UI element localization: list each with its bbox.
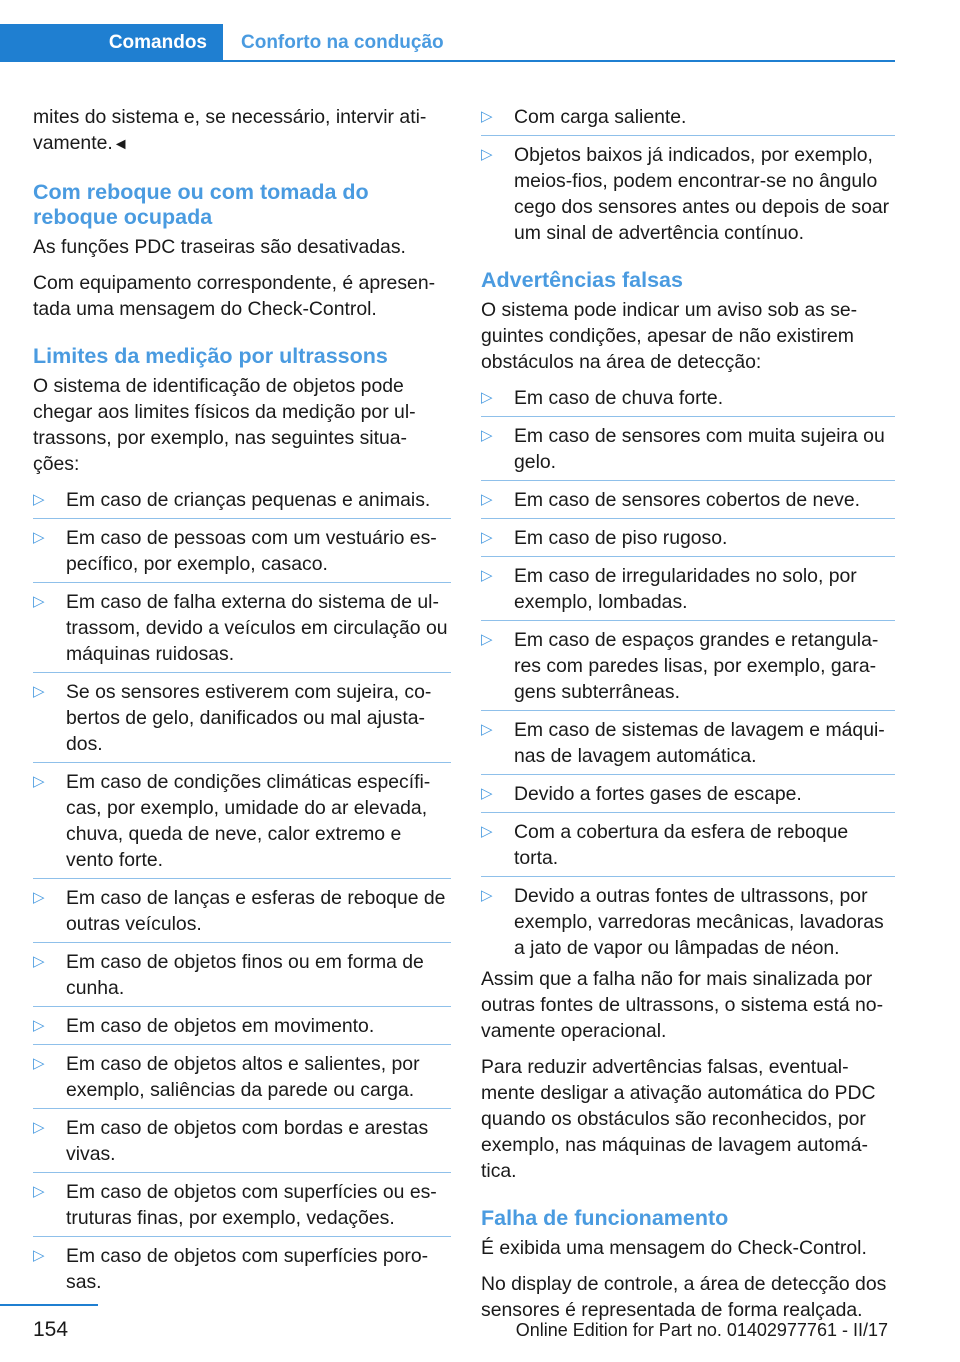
list-item: ▷ Em caso de objetos com superfícies poro-sas. — [33, 1236, 451, 1295]
paragraph-falha-1: É exibida uma mensagem do Check-Control. — [481, 1237, 867, 1259]
triangle-bullet-icon: ▷ — [481, 631, 493, 648]
triangle-bullet-icon: ▷ — [33, 953, 45, 970]
edition-label: Online Edition for Part no. 01402977761 - II/17 — [515, 1320, 888, 1340]
list-item: ▷ Em caso de irregularidades no solo, por exemplo, lombadas. — [481, 556, 895, 615]
triangle-bullet-icon: ▷ — [481, 721, 493, 738]
paragraph-falha-2: No display de controle, a área de detecção dos sensores é representada de forma realçada. — [481, 1273, 887, 1321]
heading-falsas: Advertências falsas — [481, 268, 683, 292]
triangle-bullet-icon: ▷ — [481, 427, 493, 444]
triangle-bullet-icon: ▷ — [481, 529, 493, 546]
paragraph-assim: Assim que a falha não for mais sinalizada por outras fontes de ultrassons, o sistema está no-vamente operacional. — [481, 968, 884, 1042]
heading-reboque: Com reboque ou com tomada do reboque ocupada — [33, 180, 369, 229]
triangle-bullet-icon: ▷ — [481, 108, 493, 125]
list-item: ▷ Devido a outras fontes de ultrassons, por exemplo, varredoras mecânicas, lavadoras a jato de vapor ou lâmpadas de néon. — [481, 876, 895, 961]
triangle-bullet-icon: ▷ — [33, 889, 45, 906]
header-rule — [0, 60, 895, 62]
list-item: ▷ Em caso de condições climáticas específi-cas, por exemplo, umidade do ar elevada, chuva, queda de neve, calor extremo e vento forte. — [33, 762, 451, 873]
triangle-bullet-icon: ▷ — [33, 1055, 45, 1072]
end-mark-icon: ◄ — [112, 136, 129, 153]
list-item: ▷ Em caso de objetos em movimento. — [33, 1006, 451, 1039]
list-item: ▷ Em caso de espaços grandes e retangula-res com paredes lisas, por exemplo, gara-gens subterrâneas. — [481, 620, 895, 705]
section-tab: Conforto na condução — [241, 32, 444, 53]
triangle-bullet-icon: ▷ — [481, 823, 493, 840]
list-item: ▷ Em caso de crianças pequenas e animais. — [33, 489, 431, 511]
list-item: ▷ Em caso de sistemas de lavagem e máqui-nas de lavagem automática. — [481, 710, 895, 769]
list-item: ▷ Em caso de objetos com bordas e arestas vivas. — [33, 1108, 451, 1167]
page-number: 154 — [33, 1318, 69, 1341]
paragraph-reboque-1: As funções PDC traseiras são desativadas. — [33, 236, 406, 258]
footer-rule — [0, 1304, 98, 1306]
triangle-bullet-icon: ▷ — [33, 529, 45, 546]
triangle-bullet-icon: ▷ — [33, 1017, 45, 1034]
list-item: ▷ Em caso de sensores cobertos de neve. — [481, 480, 895, 513]
intro-paragraph: mites do sistema e, se necessário, intervir ati-vamente.◄ — [33, 106, 427, 154]
paragraph-reduzir: Para reduzir advertências falsas, eventual-mente desligar a ativação automática do PDC quando os obstáculos são reconhecidos, por exemplo, nas máquinas de lavagem automá-tica. — [481, 1056, 876, 1182]
triangle-bullet-icon: ▷ — [481, 491, 493, 508]
triangle-bullet-icon: ▷ — [481, 567, 493, 584]
triangle-bullet-icon: ▷ — [33, 1183, 45, 1200]
list-falsas — [481, 385, 895, 961]
paragraph-reboque-2: Com equipamento correspondente, é apresen-tada uma mensagem do Check-Control. — [33, 272, 436, 320]
list-item: ▷ Se os sensores estiverem com sujeira, co-bertos de gelo, danificados ou mal ajusta-dos. — [33, 672, 451, 757]
right-column — [481, 104, 895, 1333]
triangle-bullet-icon: ▷ — [481, 389, 493, 406]
triangle-bullet-icon: ▷ — [33, 773, 45, 790]
list-item: ▷ Em caso de piso rugoso. — [481, 518, 895, 551]
triangle-bullet-icon: ▷ — [33, 491, 45, 508]
triangle-bullet-icon: ▷ — [33, 1247, 45, 1264]
triangle-bullet-icon: ▷ — [33, 683, 45, 700]
chapter-tab: Comandos — [0, 24, 223, 62]
list-continued — [481, 104, 895, 246]
triangle-bullet-icon: ▷ — [33, 1119, 45, 1136]
heading-limites: Limites da medição por ultrassons — [33, 344, 388, 368]
triangle-bullet-icon: ▷ — [481, 146, 493, 163]
heading-falha: Falha de funcionamento — [481, 1206, 729, 1230]
list-item: ▷ Em caso de objetos com superfícies ou es-truturas finas, por exemplo, vedações. — [33, 1172, 451, 1231]
list-item: ▷ Em caso de sensores com muita sujeira ou gelo. — [481, 416, 895, 475]
list-item: ▷ Com a cobertura da esfera de reboque torta. — [481, 812, 895, 871]
paragraph-limites: O sistema de identificação de objetos pode chegar aos limites físicos da medição por ul-trassons, por exemplo, nas seguintes situa-ções: — [33, 375, 416, 475]
list-item: ▷ Objetos baixos já indicados, por exemplo, meios-fios, podem encontrar-se no ângulo cego dos sensores antes ou depois de soar um sinal de advertência contínuo. — [481, 135, 895, 246]
triangle-bullet-icon: ▷ — [481, 785, 493, 802]
page-header — [0, 24, 895, 62]
triangle-bullet-icon: ▷ — [33, 593, 45, 610]
list-item: ▷ Devido a fortes gases de escape. — [481, 774, 895, 807]
list-item: ▷ Em caso de chuva forte. — [481, 387, 724, 409]
left-column — [33, 104, 451, 1300]
list-item: ▷ Em caso de objetos finos ou em forma de cunha. — [33, 942, 451, 1001]
list-item: ▷ Em caso de pessoas com um vestuário es-pecífico, por exemplo, casaco. — [33, 518, 451, 577]
list-item: ▷ Em caso de falha externa do sistema de ul-trassom, devido a veículos em circulação ou máquinas ruidosas. — [33, 582, 451, 667]
triangle-bullet-icon: ▷ — [481, 887, 493, 904]
list-item: ▷ Em caso de lanças e esferas de reboque de outras veículos. — [33, 878, 451, 937]
list-limites — [33, 487, 451, 1295]
list-item: ▷ Em caso de objetos altos e salientes, por exemplo, saliências da parede ou carga. — [33, 1044, 451, 1103]
paragraph-falsas: O sistema pode indicar um aviso sob as se-guintes condições, apesar de não existirem obstáculos na área de detecção: — [481, 299, 858, 373]
list-item: ▷ Com carga saliente. — [481, 106, 687, 128]
